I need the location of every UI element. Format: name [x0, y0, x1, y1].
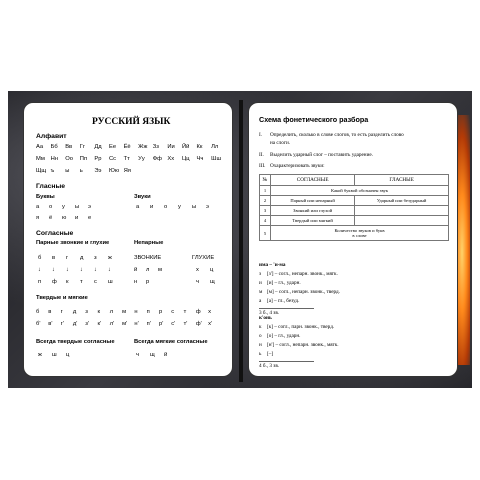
alphabet-letter: Щщ [36, 168, 47, 174]
alphabet-letter: ь [79, 168, 83, 174]
example-total: 4 б., 3 зв. [259, 363, 280, 369]
col-vowels: ГЛАСНЫЕ [355, 175, 449, 186]
voiced-consonant: в [52, 255, 56, 261]
alphabet-letter: Рр [94, 156, 102, 162]
deaf-letter: х [196, 267, 199, 273]
always-hard-letter: ж [38, 352, 42, 358]
vowel-letter: э [88, 204, 91, 210]
step-number: III. [259, 163, 266, 169]
alphabet-letter: Пп [79, 156, 88, 162]
alphabet-letter: Хх [167, 156, 175, 162]
soft-consonant: к' [97, 321, 102, 327]
vowel-cell [355, 206, 449, 216]
table-row [260, 186, 449, 196]
example-sound-line: [м] – согл., непарн. звонк., тверд. [267, 289, 340, 295]
hard-consonant: д [72, 309, 77, 315]
table-row [260, 206, 449, 216]
always-soft-letter: ч [136, 352, 140, 358]
hard-consonant: в [48, 309, 52, 315]
deaf-row-2 [196, 279, 224, 285]
vowel-letter: и [75, 215, 79, 221]
vowel-letter: ы [75, 204, 80, 210]
example-sound-line: [а] – гл., безуд. [267, 298, 300, 304]
alphabet-letter: Оо [65, 156, 73, 162]
example-1-word: има – 'и-ма [259, 262, 286, 268]
voiced-consonant: б [38, 255, 42, 261]
arrow-glyph: ↓ [52, 267, 55, 273]
consonant-cell: Парный или непарный [271, 196, 355, 206]
row-number: 4 [260, 216, 271, 226]
example-divider [259, 361, 314, 362]
alphabet-letter: Шш [211, 156, 222, 162]
sonorous-letter: н [134, 279, 138, 285]
table-row [260, 196, 449, 206]
alphabet-letter: Кк [196, 144, 203, 150]
sonorous-letter: л [146, 267, 150, 273]
table-cell: Какой буквой обозначен звук [271, 186, 449, 196]
vowel-sound: у [178, 204, 181, 210]
alphabet-letter: Вв [65, 144, 73, 150]
voiced-consonant: ж [108, 255, 112, 261]
paired-label: Парные звонкие и глухие [36, 240, 110, 246]
step-text: Выделить ударный слог – поставить ударение. [270, 152, 373, 158]
vowel-sound: э [206, 204, 209, 210]
hard-consonant: х [208, 309, 212, 315]
soft-consonant: р' [158, 321, 164, 327]
voiced-consonants-row [38, 255, 122, 261]
vowel-letters-row-1 [36, 204, 101, 210]
alphabet-letter: Гг [79, 144, 86, 150]
consonant-cell: Твердый или мягкий [271, 216, 355, 226]
phonetic-scheme-title: Схема фонетического разбора [259, 115, 369, 124]
vowel-letter: у [62, 204, 65, 210]
sonorous-letter: м [158, 267, 162, 273]
alphabet-letter: Жж [138, 144, 148, 150]
consonant-cell: Звонкий или глухой [271, 206, 355, 216]
soft-consonant: с' [171, 321, 176, 327]
vowel-cell: Ударный или безударный [355, 196, 449, 206]
alphabet-letter: ы [65, 168, 70, 174]
example-letter: ь [259, 351, 262, 357]
alphabet-letter: Фф [152, 156, 162, 162]
example-2-word: к'онь [259, 315, 272, 321]
voiced-consonant: з [94, 255, 97, 261]
step-text: Определить, сколько в слове слогов, то есть разделить слово [270, 132, 404, 138]
voiceless-consonants-row [38, 279, 122, 285]
step-number: II. [259, 152, 264, 158]
page-title: РУССКИЙ ЯЗЫК [92, 117, 171, 127]
arrow-glyph: ↓ [66, 267, 69, 273]
soft-consonant: х' [208, 321, 213, 327]
vowel-sound: о [164, 204, 168, 210]
alphabet-row-2 [36, 156, 226, 162]
table-cell: Количество звуков и букв в слове [271, 226, 449, 241]
alphabet-row-1 [36, 144, 226, 150]
soft-consonant: б' [36, 321, 41, 327]
always-soft-label: Всегда мягкие согласные [134, 339, 208, 345]
hard-consonant: п [146, 309, 150, 315]
row-number: 1 [260, 186, 271, 196]
always-soft-row [136, 352, 178, 358]
deaf-letter: ц [210, 267, 214, 273]
vowel-cell [355, 216, 449, 226]
example-letter: а [259, 298, 262, 304]
example-total: 3 б., 4 зв. [259, 310, 280, 316]
hard-consonant: к [97, 309, 101, 315]
soft-consonant: з' [85, 321, 89, 327]
hard-consonant: н [134, 309, 138, 315]
alphabet-letter: Йй [181, 144, 190, 150]
deaf-letter: ч [196, 279, 200, 285]
vowel-letter: а [36, 204, 40, 210]
alphabet-letter: Цц [181, 156, 190, 162]
alphabet-heading: Алфавит [36, 133, 67, 140]
alphabet-letter: Чч [196, 156, 204, 162]
soft-consonant: в' [48, 321, 53, 327]
vowel-letter: ё [49, 215, 53, 221]
alphabet-letter: Ии [167, 144, 175, 150]
example-sound-line: [н'] – согл., непарн. звонк., мягк. [267, 342, 339, 348]
hard-consonant: р [158, 309, 163, 315]
vowel-letter: о [49, 204, 53, 210]
voiceless-consonant: ш [108, 279, 113, 285]
alphabet-letter: Аа [36, 144, 44, 150]
deaf-row-1 [196, 267, 224, 273]
soft-consonant: м' [122, 321, 128, 327]
row-number: 5 [260, 226, 271, 241]
alphabet-letter: Ёё [123, 144, 131, 150]
hard-consonant: л [109, 309, 114, 315]
example-sound-line: [з'] – согл., непарн. звонк., мягк. [267, 271, 338, 277]
arrow-glyph: ↓ [94, 267, 97, 273]
hard-consonant: т [183, 309, 187, 315]
step-text: на слоги. [270, 140, 291, 146]
arrow-glyph: ↓ [108, 267, 111, 273]
alphabet-letter: Лл [211, 144, 219, 150]
always-soft-letter: щ [150, 352, 155, 358]
always-soft-letter: й [164, 352, 168, 358]
row-number: 3 [260, 206, 271, 216]
voiced-consonant: д [80, 255, 84, 261]
example-divider [259, 308, 314, 309]
sonorous-row-1 [134, 267, 170, 273]
voiceless-consonant: п [38, 279, 42, 285]
right-page [248, 102, 458, 377]
phonetic-table [259, 174, 449, 241]
left-page [23, 102, 233, 377]
example-letter: о [259, 333, 262, 339]
vowel-letter: е [88, 215, 92, 221]
soft-consonant: л' [109, 321, 115, 327]
soft-consonants-row [36, 321, 220, 327]
table-row [260, 226, 449, 241]
always-hard-row [38, 352, 80, 358]
voiceless-consonant: ф [52, 279, 57, 285]
alphabet-letter: ъ [50, 168, 55, 174]
vowel-letters-row-2 [36, 215, 101, 221]
alphabet-letter: Ее [108, 144, 117, 150]
vowel-sounds-row [136, 204, 220, 210]
deaf-letter: щ [210, 279, 215, 285]
alphabet-letter: Дд [94, 144, 102, 150]
soft-consonant: г' [60, 321, 64, 327]
hard-consonant: ф [195, 309, 201, 315]
vowel-sound: а [136, 204, 140, 210]
sonorous-label: ЗВОНКИЕ [134, 255, 162, 261]
example-letter: к [259, 324, 262, 330]
hard-consonant: г [60, 309, 63, 315]
voiced-consonant: г [66, 255, 69, 261]
alphabet-letter: Юю [108, 168, 120, 174]
alphabet-letter: Нн [50, 156, 58, 162]
letters-label: Буквы [36, 194, 55, 200]
hard-consonants-row [36, 309, 220, 315]
sonorous-row-2 [134, 279, 158, 285]
vowel-sound: ы [192, 204, 197, 210]
col-consonants: СОГЛАСНЫЕ [271, 175, 355, 186]
arrow-row [38, 267, 122, 273]
sonorous-letter: й [134, 267, 138, 273]
arrow-glyph: ↓ [80, 267, 83, 273]
step-number: I. [259, 132, 263, 138]
example-letter: н [259, 342, 262, 348]
vowels-heading: Гласные [36, 183, 66, 190]
hard-consonant: з [85, 309, 88, 315]
vowel-letter: ю [62, 215, 67, 221]
soft-consonant: д' [72, 321, 78, 327]
deaf-label: ГЛУХИЕ [192, 255, 215, 261]
hard-consonant: с [171, 309, 175, 315]
always-hard-letter: ц [66, 352, 70, 358]
example-letter: з [259, 271, 262, 277]
sonorous-letter: р [146, 279, 150, 285]
example-sound-line: [к] – согл., парн. звонк., тверд. [267, 324, 335, 330]
hard-consonant: м [122, 309, 127, 315]
example-letter: м [259, 289, 263, 295]
table-row [260, 216, 449, 226]
soft-consonant: н' [134, 321, 139, 327]
alphabet-letter: Мм [36, 156, 45, 162]
hard-soft-heading: Твердые и мягкие [36, 295, 88, 301]
vowel-sound: и [150, 204, 154, 210]
voiceless-consonant: т [80, 279, 83, 285]
row-number: 2 [260, 196, 271, 206]
soft-consonant: т' [183, 321, 188, 327]
alphabet-letter: Яя [123, 168, 131, 174]
soft-consonant: п' [146, 321, 151, 327]
step-text: Охарактеризовать звуки: [270, 163, 325, 169]
alphabet-letter: Бб [50, 144, 58, 150]
alphabet-row-3 [36, 168, 138, 174]
voiceless-consonant: с [94, 279, 97, 285]
consonants-heading: Согласные [36, 230, 74, 237]
always-hard-letter: ш [52, 352, 57, 358]
always-hard-label: Всегда твердые согласные [36, 339, 115, 345]
example-sound-line: [–] [267, 351, 274, 357]
example-letter: и [259, 280, 262, 286]
alphabet-letter: Сс [108, 156, 117, 162]
alphabet-letter: Ээ [94, 168, 102, 174]
alphabet-letter: Тт [123, 156, 130, 162]
col-num: № [260, 175, 271, 186]
alphabet-letter: Уу [138, 156, 145, 162]
example-sound-line: [о] – гл., ударн. [267, 333, 301, 339]
vowel-letter: я [36, 215, 40, 221]
unpaired-label: Непарные [134, 240, 164, 246]
alphabet-letter: Зз [152, 144, 159, 150]
book-spine [239, 100, 243, 382]
sounds-label: Звуки [134, 194, 151, 200]
hard-consonant: б [36, 309, 40, 315]
soft-consonant: ф' [195, 321, 202, 327]
voiceless-consonant: к [66, 279, 69, 285]
example-sound-line: [и] – гл., ударн. [267, 280, 301, 286]
arrow-glyph: ↓ [38, 267, 41, 273]
